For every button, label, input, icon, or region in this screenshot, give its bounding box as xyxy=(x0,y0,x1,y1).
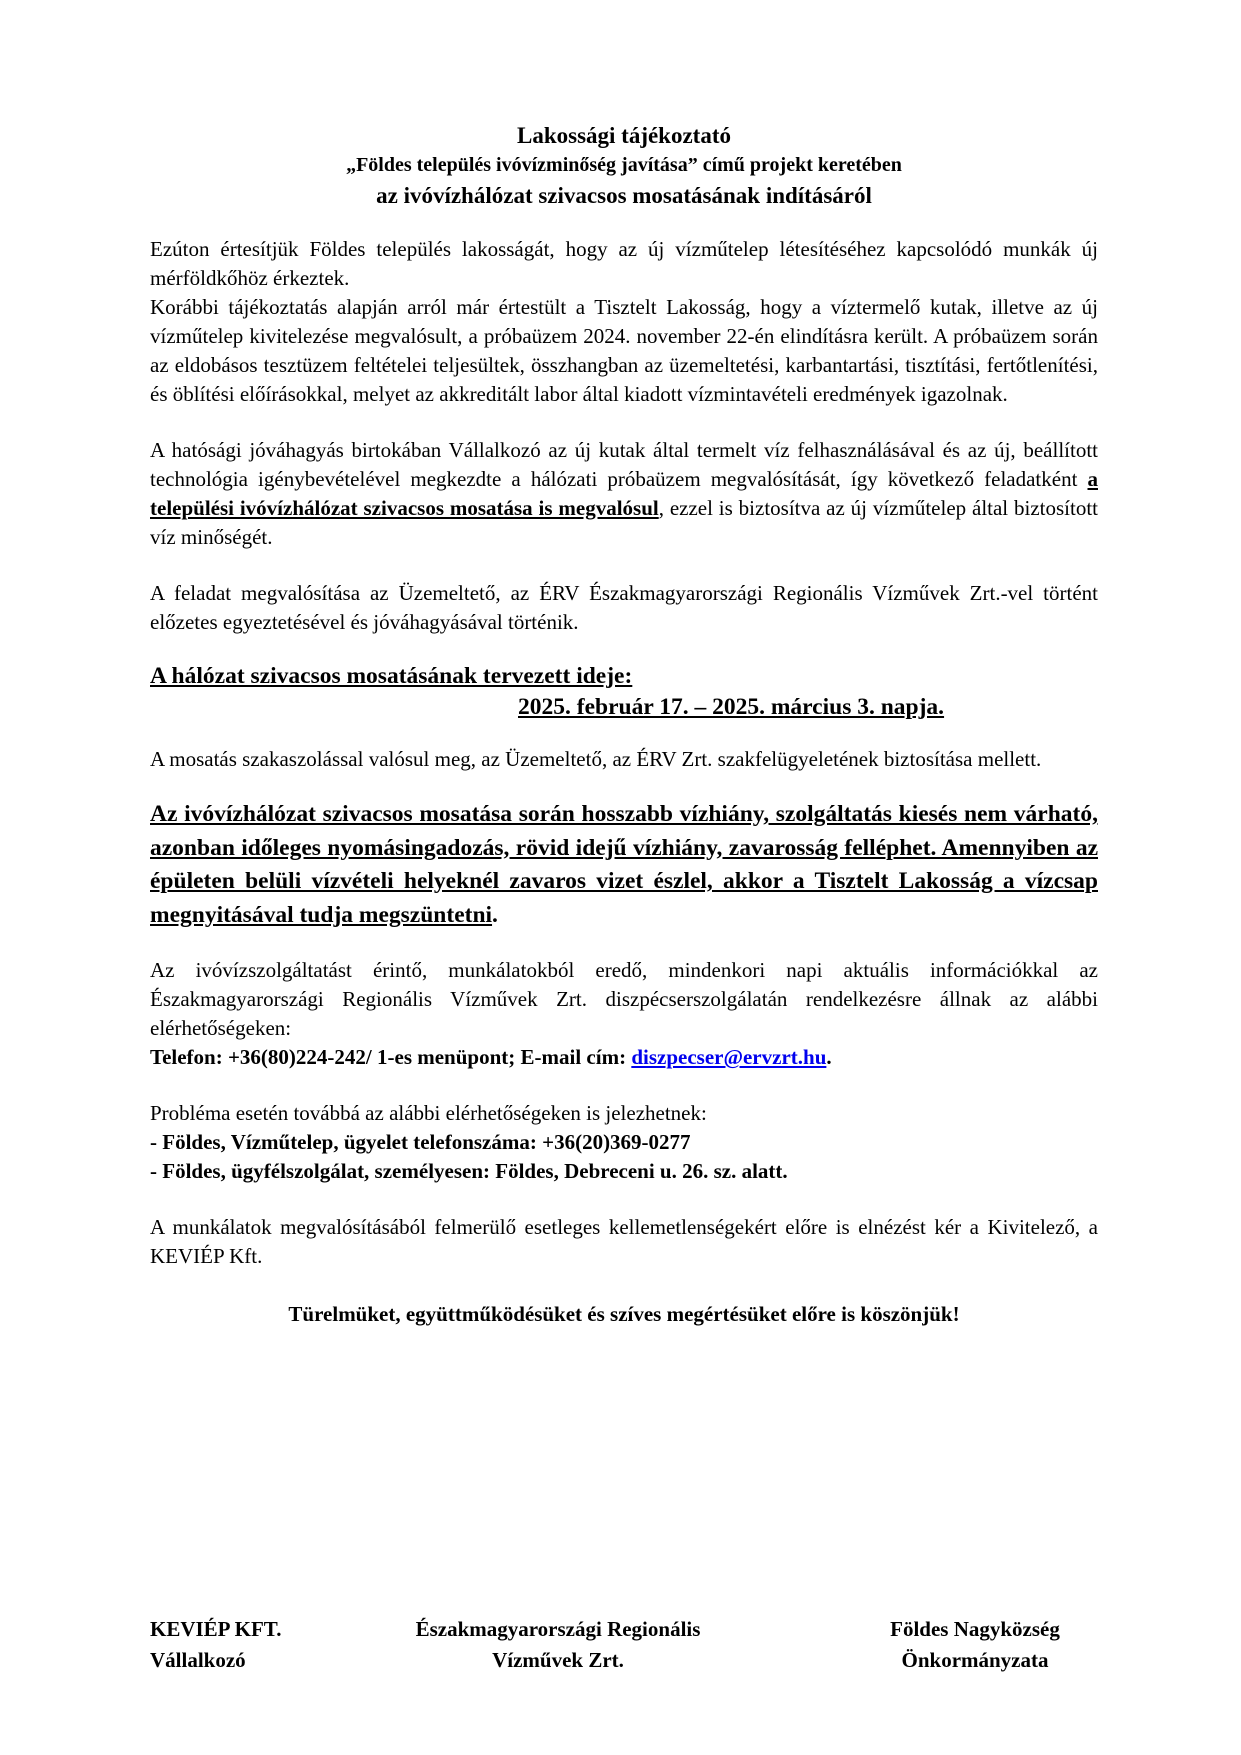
signature-block xyxy=(150,1614,1100,1684)
schedule-heading: A hálózat szivacsos mosatásának tervezett ideje: xyxy=(150,663,633,689)
thanks-line: Türelmüket, együttműködésüket és szíves megértésüket előre is köszönjük! xyxy=(288,1302,960,1326)
signature-name: Északmagyarországi Regionális xyxy=(415,1617,701,1641)
approval-paragraph xyxy=(150,436,1098,552)
intro-section xyxy=(150,235,1098,409)
signature-name: Földes Nagyközség xyxy=(890,1617,1060,1641)
project-subtitle: „Földes település ivóvízminőség javítása” című projekt keretében xyxy=(346,154,902,176)
signature-municipality xyxy=(870,1614,1080,1676)
sectioning-paragraph: A mosatás szakaszolással valósul meg, az Üzemeltető, az ÉRV Zrt. szakfelügyeletének biztosítása mellett. xyxy=(150,747,1042,771)
operator-paragraph: A feladat megvalósítása az Üzemeltető, az ÉRV Északmagyarországi Regionális Vízművek Zrt.-vel történt előzetes egyeztetésével és jóváhagyásával történik. xyxy=(150,581,1098,634)
contact-prefix: Telefon: +36(80)224-242/ 1-es menüpont; E-mail cím: xyxy=(150,1045,632,1069)
document-page xyxy=(150,110,1098,1329)
intro-paragraph-2: Korábbi tájékoztatás alapján arról már értestült a Tisztelt Lakosság, hogy a víztermelő kutak, illetve az új vízműtelep kivitelezése megvalósult, a próbaüzem 2024. november 22-én elindításra került. A próbaüzem során az eldobásos tesztüzem feltételei teljesültek, összhangban az üzemeltetési, karbantartási, tisztítási, fertőtlenítési, és öblítési előírásokkal, melyet az akkreditált labor által kiadott vízmintavételi eredmények igazolnak. xyxy=(150,295,1098,406)
signature-role: Önkormányzata xyxy=(901,1648,1049,1672)
approval-highlight: a települési ivóvízhálózat szivacsos mosatása is megvalósul xyxy=(150,467,1098,520)
signature-name: KEVIÉP KFT. xyxy=(150,1617,282,1641)
warning-paragraph xyxy=(150,798,1098,932)
contact-line xyxy=(150,1043,1098,1072)
schedule-dates: 2025. február 17. – 2025. március 3. napja. xyxy=(518,694,945,720)
apology-paragraph: A munkálatok megvalósításából felmerülő esetleges kellemetlenségekért előre is elnézést kér a Kivitelező, a KEVIÉP Kft. xyxy=(150,1215,1098,1268)
contact-suffix: . xyxy=(826,1045,832,1069)
problems-line-office: - Földes, ügyfélszolgálat, személyesen: Földes, Debreceni u. 26. sz. alatt. xyxy=(150,1159,788,1183)
warning-text: Az ivóvízhálózat szivacsos mosatása során hosszabb vízhiány, szolgáltatás kiesés nem várható, azonban időleges nyomásingadozás, rövid idejű vízhiány, zavarosság felléphet. Amennyiben az épületen belüli vízvételi helyeknél zavaros vizet észlel, akkor a Tisztelt Lakosság a vízcsap megnyitásával tudja megszüntetni xyxy=(150,801,1098,928)
email-link[interactable]: diszpecser@ervzrt.hu xyxy=(631,1045,827,1069)
intro-paragraph-1: Ezúton értesítjük Földes település lakosságát, hogy az új vízműtelep létesítéséhez kapcsolódó munkák új mérföldkőhöz érkeztek. xyxy=(150,237,1098,290)
problems-intro: Probléma esetén továbbá az alábbi elérhetőségeken is jelezhetnek: xyxy=(150,1101,707,1125)
document-title: Lakossági tájékoztató xyxy=(516,123,732,148)
signature-role: Vízművek Zrt. xyxy=(492,1648,624,1672)
signature-role: Vállalkozó xyxy=(150,1648,246,1672)
approval-text-before: A hatósági jóváhagyás birtokában Vállalkozó az új kutak által termelt víz felhasználásával és az új, beállított technológia igénybevételével megkezdte a hálózati próbaüzem megvalósítását, így következő feladatként xyxy=(150,438,1098,491)
warning-end: . xyxy=(492,901,498,928)
signature-contractor xyxy=(150,1614,281,1676)
approval-text-after: , ezzel is biztosítva az új vízműtelep által biztosított víz minőségét. xyxy=(150,496,1098,549)
info-paragraph: Az ivóvízszolgáltatást érintő, munkálatokból eredő, mindenkori napi aktuális információkkal az Északmagyarországi Regionális Vízművek Zrt. diszpécserszolgálatán rendelkezésre állnak az alábbi elérhetőségeken: xyxy=(150,958,1098,1040)
signature-operator xyxy=(398,1614,718,1676)
problems-line-phone: - Földes, Vízműtelep, ügyelet telefonszáma: +36(20)369-0277 xyxy=(150,1130,691,1154)
topic-heading: az ivóvízhálózat szivacsos mosatásának indításáról xyxy=(376,183,872,208)
